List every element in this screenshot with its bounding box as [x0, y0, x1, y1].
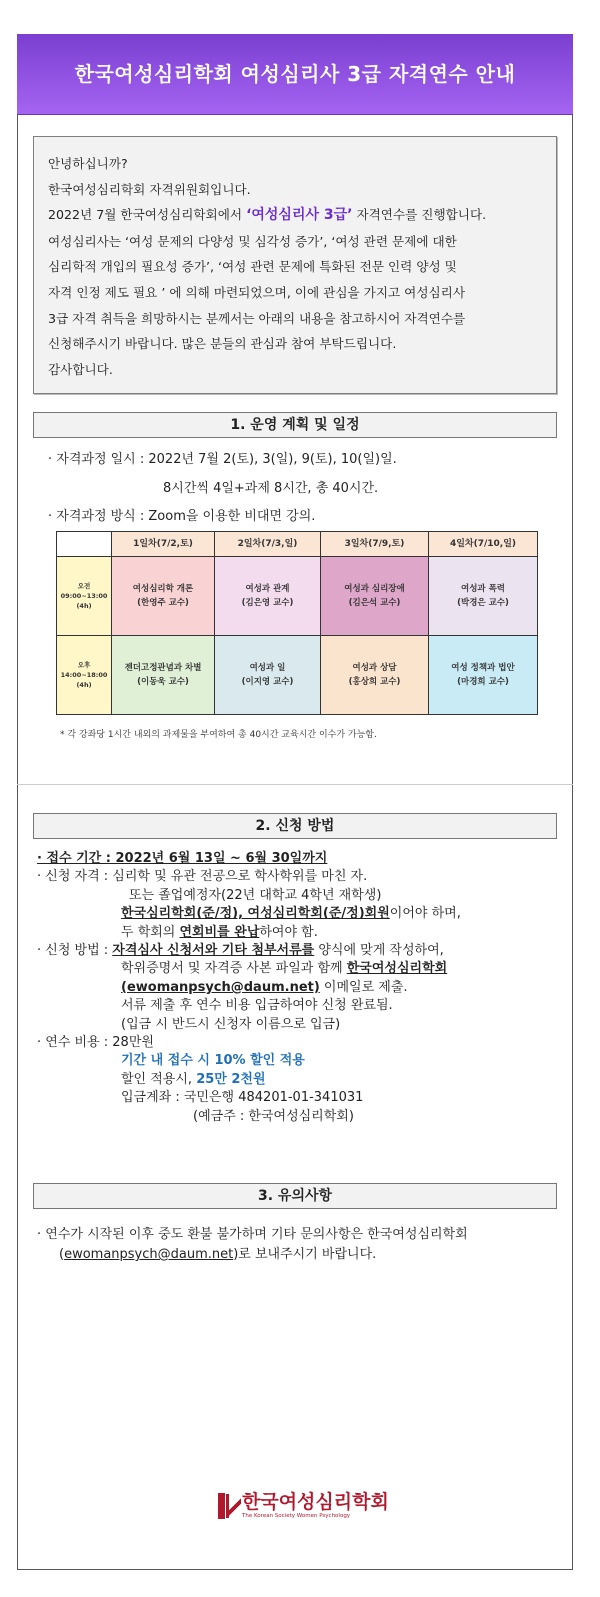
email-link[interactable]: ewomanpsych@daum.net	[64, 1247, 234, 1262]
intro-text: 자격연수를 진행합니다.	[352, 207, 487, 223]
course-name: 젠더고정관념과 차별	[124, 663, 202, 673]
account-holder: (예금주 : 한국여성심리학회)	[193, 1108, 354, 1124]
am-hours: (4h)	[76, 602, 92, 610]
am-time: 09:00~13:00	[60, 592, 108, 600]
intro-line: 안녕하십니까?	[48, 156, 128, 171]
intro-line: 3급 자격 취득을 희망하시는 분께서는 아래의 내용을 참고하시어 자격연수를	[48, 310, 466, 326]
notice-line	[37, 1245, 557, 1265]
intro-line	[48, 202, 544, 229]
course-name: 여성과 상담	[352, 663, 397, 673]
intro-line: 심리학적 개입의 필요성 증가’, ‘여성 관련 문제에 특화된 전문 인력 양성 및	[48, 259, 457, 275]
schedule-am-row	[57, 557, 538, 636]
schedule-method: · 자격과정 방식 : Zoom을 이용한 비대면 강의.	[48, 509, 316, 524]
method-line	[37, 942, 557, 960]
qualification-line	[37, 905, 557, 923]
logo-english-name: The Korean Society Women Psychology	[242, 1513, 351, 1519]
qualification-text: 두 학회의	[121, 924, 180, 940]
method-text: · 신청 방법 :	[37, 943, 113, 959]
logo-mark-icon	[218, 1493, 238, 1519]
session-cell	[429, 636, 538, 715]
application-info	[37, 850, 557, 1126]
cost-line: · 연수 비용 : 28만원	[37, 1035, 154, 1051]
schedule-note: * 각 강좌당 1시간 내외의 과제물을 부여하여 총 40시간 교육시간 이수가 가능함.	[60, 730, 377, 740]
pm-hours: (4h)	[76, 681, 92, 689]
qualification-text: 이어야 하며,	[389, 906, 461, 922]
qualification-line	[37, 924, 557, 942]
section-title-notice: 3. 유의사항	[33, 1183, 557, 1209]
society-logo	[218, 1492, 389, 1520]
intro-line: 자격 인정 제도 필요 ’ 에 의해 마련되었으며, 이에 관심을 가지고 여성심리사	[48, 284, 466, 300]
schedule-date-detail: 8시간씩 4일+과제 8시간, 총 40시간.	[163, 481, 379, 496]
schedule-pm-row	[57, 636, 538, 715]
society-name: 한국여성심리학회	[346, 961, 448, 977]
intro-line: 신청해주시기 바랍니다. 많은 분들의 관심과 참여 부탁드립니다.	[48, 336, 397, 352]
professor-name: (한영주 교수)	[137, 598, 189, 608]
section-divider	[17, 784, 573, 785]
notice-line: · 연수가 시작된 이후 중도 환불 불가하며 기타 문의사항은 한국여성심리학회	[37, 1227, 468, 1242]
course-name: 여성과 일	[249, 663, 286, 673]
day-header: 2일차(7/3,일)	[215, 532, 321, 557]
membership-requirement: 한국심리학회(준/정), 여성심리학회(준/정)회원	[121, 906, 390, 922]
course-name: 여성과 심리장애	[344, 584, 405, 594]
course-name: 여성 정책과 법안	[451, 663, 515, 673]
qualification-line: · 신청 자격 : 심리학 및 유관 전공으로 학사학위를 마친 자.	[37, 869, 368, 885]
course-name: 여성과 관계	[245, 584, 290, 594]
schedule-header-row	[57, 532, 538, 557]
notice-text: )로 보내주시기 바랍니다.	[233, 1247, 377, 1262]
bank-account: 입금계좌 : 국민은행 484201-01-341031	[121, 1090, 364, 1106]
day-header: 3일차(7/9,토)	[321, 532, 429, 557]
session-cell	[112, 636, 215, 715]
intro-line: 여성심리사는 ‘여성 문제의 다양성 및 심각성 증가’, ‘여성 관련 문제에 대한	[48, 233, 457, 249]
application-period: · 접수 기간 : 2022년 6월 13일 ~ 6월 30일까지	[37, 851, 328, 866]
session-cell	[429, 557, 538, 636]
email-link[interactable]: (ewomanpsych@daum.net)	[121, 979, 320, 995]
professor-name: (마경희 교수)	[457, 677, 509, 687]
professor-name: (홍상희 교수)	[348, 677, 401, 687]
method-line	[37, 979, 557, 997]
session-cell	[321, 636, 429, 715]
notice-text: (	[59, 1247, 65, 1262]
required-documents: 자격심사 신청서와 기타 첨부서류를	[112, 943, 315, 959]
method-line: 서류 제출 후 연수 비용 입금하여야 신청 완료됨.	[121, 998, 393, 1014]
professor-name: (김은석 교수)	[348, 598, 401, 608]
professor-name: (김은영 교수)	[241, 598, 294, 608]
professor-name: (박경은 교수)	[457, 598, 509, 608]
qualification-line: 또는 졸업예정자(22년 대학교 4학년 재학생)	[129, 887, 382, 903]
method-text: 양식에 맞게 작성하여,	[314, 943, 444, 959]
method-line: (입금 시 반드시 신청자 이름으로 입금)	[121, 1016, 341, 1032]
intro-text: 2022년 7월 한국여성심리학회에서	[48, 207, 247, 223]
cost-text: 할인 적용시,	[121, 1071, 197, 1087]
section-title-schedule: 1. 운영 계획 및 일정	[33, 412, 557, 438]
intro-line: 한국여성심리학회 자격위원회입니다.	[48, 181, 251, 197]
fee-requirement: 연회비를 완납	[179, 924, 260, 940]
notice-info	[37, 1225, 557, 1265]
session-cell	[112, 557, 215, 636]
session-cell	[215, 636, 321, 715]
am-label: 오전	[77, 582, 91, 590]
professor-name: (이지영 교수)	[241, 677, 294, 687]
session-cell	[321, 557, 429, 636]
professor-name: (이동욱 교수)	[137, 677, 189, 687]
intro-box	[33, 136, 557, 394]
session-cell	[215, 557, 321, 636]
schedule-date: · 자격과정 일시 : 2022년 7월 2(토), 3(일), 9(토), 10(일)일.	[48, 452, 397, 467]
highlight-course-name: ‘여성심리사 3급’	[246, 207, 353, 224]
method-text: 이메일로 제출.	[319, 979, 408, 995]
schedule-corner-cell	[57, 532, 112, 557]
schedule-table	[56, 531, 538, 715]
intro-line: 감사합니다.	[48, 361, 113, 377]
pm-time-cell	[57, 636, 112, 715]
pm-label: 오후	[77, 661, 91, 669]
section-title-application: 2. 신청 방법	[33, 813, 557, 839]
discount-notice: 기간 내 접수 시 10% 할인 적용	[121, 1053, 305, 1069]
course-name: 여성심리학 개론	[132, 584, 194, 594]
method-line	[37, 960, 557, 978]
course-name: 여성과 폭력	[460, 584, 505, 594]
pm-time: 14:00~18:00	[60, 671, 108, 679]
discounted-price: 25만 2천원	[196, 1071, 266, 1087]
day-header: 1일차(7/2,토)	[112, 532, 215, 557]
page-header	[17, 34, 573, 115]
logo-korean-name: 한국여성심리학회	[242, 1491, 389, 1513]
am-time-cell	[57, 557, 112, 636]
page-title: 한국여성심리학회 여성심리사 3급 자격연수 안내	[74, 62, 516, 86]
qualification-text: 하여야 함.	[259, 924, 318, 940]
day-header: 4일차(7/10,일)	[429, 532, 538, 557]
cost-line	[37, 1071, 557, 1089]
method-text: 학위증명서 및 자격증 사본 파일과 함께	[121, 961, 347, 977]
